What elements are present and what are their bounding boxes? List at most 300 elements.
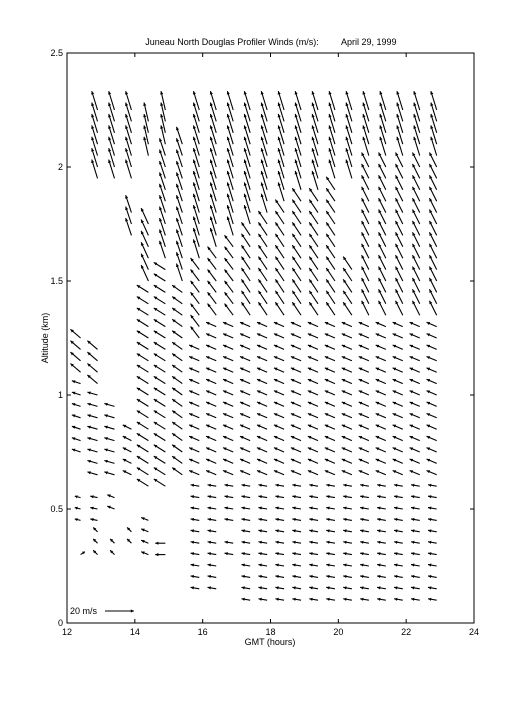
wind-vector (278, 91, 284, 110)
wind-vector (87, 448, 97, 452)
wind-vector (309, 541, 318, 544)
wind-vector (191, 552, 200, 555)
wind-vector (396, 91, 402, 110)
wind-vector (410, 436, 420, 441)
wind-vector (376, 459, 386, 464)
wind-vector (411, 506, 420, 509)
wind-vector (342, 368, 352, 373)
wind-vector (343, 598, 352, 601)
wind-vector (394, 552, 403, 555)
wind-vector (223, 322, 233, 327)
wind-vector (70, 364, 80, 373)
wind-vector (308, 447, 318, 452)
wind-vector (172, 342, 182, 349)
wind-vector (359, 368, 369, 373)
wind-vector (257, 425, 267, 430)
wind-vector (206, 425, 216, 430)
wind-vector (257, 459, 267, 464)
wind-vector (291, 390, 301, 395)
wind-vector (224, 292, 233, 304)
wind-vector (72, 403, 81, 406)
wind-vector (291, 459, 301, 464)
wind-vector (275, 529, 284, 532)
wind-vector (172, 285, 182, 292)
y-tick-label: 1.5 (50, 276, 63, 286)
wind-vector (393, 470, 403, 475)
wind-vector (428, 575, 437, 578)
wind-vector (411, 541, 420, 544)
wind-vector (343, 279, 352, 292)
wind-vector (312, 91, 318, 110)
wind-vector (394, 541, 403, 544)
wind-vector (189, 356, 199, 361)
wind-vector (258, 291, 267, 304)
wind-vector (428, 506, 437, 509)
wind-vector (240, 322, 250, 327)
wind-vector (376, 470, 386, 475)
wind-vector (172, 433, 182, 440)
wind-vector (326, 279, 335, 292)
wind-vector (308, 425, 318, 430)
wind-vector (274, 470, 284, 475)
wind-vector (292, 245, 301, 258)
wind-vector (208, 518, 217, 521)
wind-vector (137, 388, 149, 395)
wind-vector (172, 399, 182, 406)
wind-vector (191, 484, 200, 487)
wind-vector (224, 247, 233, 259)
wind-vector (377, 552, 386, 555)
wind-vector (160, 91, 165, 110)
wind-vector (241, 541, 250, 544)
wind-vector (241, 586, 250, 589)
wind-vector (189, 459, 199, 464)
wind-vector (224, 304, 233, 316)
wind-vector (427, 402, 437, 407)
wind-vector (292, 495, 301, 498)
wind-vector (208, 292, 217, 304)
wind-vector (394, 575, 403, 578)
wind-vector (155, 553, 165, 556)
wind-vector (172, 468, 182, 475)
wind-vector (410, 356, 420, 361)
wind-vector (241, 563, 250, 566)
wind-vector (342, 356, 352, 361)
wind-vector (206, 379, 216, 384)
wind-vector (343, 552, 352, 555)
wind-vector (343, 529, 352, 532)
wind-vector (292, 552, 301, 555)
wind-vector (87, 341, 97, 350)
wind-vector (410, 459, 420, 464)
wind-vector (428, 541, 437, 544)
wind-vector (258, 222, 267, 235)
wind-vector (258, 234, 267, 247)
wind-vector (70, 352, 80, 361)
wind-vector (241, 518, 250, 521)
wind-vector (274, 356, 284, 361)
wind-vector (208, 269, 217, 281)
wind-vector (309, 268, 318, 281)
wind-vector (104, 403, 114, 407)
wind-vector (208, 575, 217, 578)
wind-vector (257, 368, 267, 373)
wind-vector (291, 470, 301, 475)
wind-vector (427, 345, 437, 350)
wind-vector (291, 402, 301, 407)
wind-vector (393, 413, 403, 418)
wind-vector (411, 575, 420, 578)
wind-vector (258, 245, 267, 258)
wind-vector (172, 445, 182, 452)
wind-vector (241, 291, 250, 304)
wind-vector (359, 402, 369, 407)
wind-vector (362, 301, 369, 316)
wind-vector (75, 495, 81, 498)
wind-vector (326, 302, 335, 315)
wind-vector (275, 302, 284, 315)
wind-vector (191, 292, 200, 304)
wind-vector (275, 291, 284, 304)
wind-vector (137, 479, 149, 486)
reference-arrow-label: 20 m/s (70, 606, 98, 616)
wind-vector (275, 552, 284, 555)
wind-vector (137, 342, 149, 349)
wind-vector (275, 484, 284, 487)
wind-vector (326, 598, 335, 601)
wind-vector (326, 495, 335, 498)
wind-vector (309, 302, 318, 315)
wind-vector (360, 586, 369, 589)
wind-vector (359, 356, 369, 361)
wind-vector (411, 484, 420, 487)
wind-vector (291, 333, 301, 338)
wind-vector (275, 563, 284, 566)
wind-vector (172, 411, 182, 418)
wind-vector (376, 436, 386, 441)
wind-vector (309, 200, 318, 213)
wind-vector (359, 425, 369, 430)
wind-vector (309, 598, 318, 601)
wind-vector (343, 541, 352, 544)
wind-vector (141, 529, 148, 532)
wind-vector (291, 436, 301, 441)
wind-vector (410, 333, 420, 338)
wind-vector (342, 470, 352, 475)
wind-vector (292, 302, 301, 315)
x-tick-label: 22 (401, 627, 412, 637)
wind-vector (275, 279, 284, 292)
wind-vector (189, 402, 199, 407)
wind-vector (411, 586, 420, 589)
wind-vector (326, 188, 335, 201)
wind-vector (292, 518, 301, 521)
wind-vector (240, 470, 250, 475)
wind-vector (154, 376, 166, 383)
reference-arrow (105, 609, 134, 612)
wind-vector (87, 414, 97, 418)
wind-vector (172, 456, 182, 463)
x-tick-label: 18 (265, 627, 276, 637)
wind-vector (172, 331, 182, 338)
wind-vector (206, 356, 216, 361)
wind-vector (137, 456, 149, 463)
wind-vector (257, 333, 267, 338)
wind-vector (154, 399, 166, 406)
wind-vector (274, 379, 284, 384)
wind-vector (326, 529, 335, 532)
wind-vector (308, 470, 318, 475)
wind-vector (376, 345, 386, 350)
wind-vector (359, 390, 369, 395)
wind-vector (274, 402, 284, 407)
wind-vector (137, 399, 149, 406)
wind-vector (104, 460, 114, 464)
wind-vector (227, 91, 233, 110)
wind-vector (208, 495, 217, 498)
wind-vector (428, 518, 437, 521)
wind-vector (342, 379, 352, 384)
wind-vector (240, 425, 250, 430)
wind-vector (325, 436, 335, 441)
wind-vector (359, 345, 369, 350)
wind-vector (90, 495, 97, 498)
wind-vector (125, 91, 131, 110)
wind-vector (208, 541, 217, 544)
wind-vector (191, 518, 200, 521)
wind-vector (104, 414, 114, 418)
wind-vector (240, 402, 250, 407)
wind-vector (137, 297, 149, 304)
wind-vector (189, 470, 199, 475)
wind-vector (154, 388, 166, 395)
wind-vector (393, 390, 403, 395)
wind-vector (223, 436, 233, 441)
wind-vector (274, 436, 284, 441)
wind-vector (257, 356, 267, 361)
wind-vector (376, 322, 386, 327)
wind-vector (377, 529, 386, 532)
wind-vector (240, 368, 250, 373)
wind-vector (123, 470, 132, 474)
wind-vector (377, 586, 386, 589)
wind-vector (87, 460, 97, 464)
wind-vector (154, 308, 166, 315)
wind-vector (240, 345, 250, 350)
wind-vector (191, 304, 200, 316)
wind-vector (70, 329, 80, 338)
wind-vector (393, 322, 403, 327)
wind-vector (275, 598, 284, 601)
wind-vector (326, 541, 335, 544)
wind-vector (410, 345, 420, 350)
wind-vector (127, 539, 131, 543)
wind-vector (275, 495, 284, 498)
wind-vector (359, 379, 369, 384)
wind-vector (241, 302, 250, 315)
wind-vector (208, 529, 217, 532)
wind-vector (206, 402, 216, 407)
wind-vector (325, 368, 335, 373)
wind-vector (172, 354, 182, 361)
wind-vector (241, 575, 250, 578)
wind-vector (428, 598, 437, 601)
wind-vector (394, 484, 403, 487)
wind-vector (125, 195, 131, 212)
wind-vector (359, 436, 369, 441)
wind-vector (360, 598, 369, 601)
wind-vector (346, 91, 352, 110)
wind-vector (137, 376, 149, 383)
wind-vector (394, 506, 403, 509)
wind-vector (240, 390, 250, 395)
wind-vector (154, 411, 166, 418)
wind-vector (258, 279, 267, 292)
wind-vector (309, 552, 318, 555)
wind-vector (410, 379, 420, 384)
wind-vector (191, 529, 200, 532)
wind-vector (208, 247, 217, 259)
wind-vector (223, 368, 233, 373)
wind-vector (137, 285, 149, 292)
wind-vector (223, 459, 233, 464)
wind-vector (172, 308, 182, 315)
wind-vector (308, 345, 318, 350)
wind-vector (394, 529, 403, 532)
wind-vector (292, 575, 301, 578)
wind-vector (326, 518, 335, 521)
wind-vector (154, 456, 166, 463)
wind-vector (292, 268, 301, 281)
wind-vector (257, 345, 267, 350)
wind-vector (274, 345, 284, 350)
wind-vector (377, 518, 386, 521)
wind-vector (309, 211, 318, 224)
wind-vector (309, 518, 318, 521)
wind-vector (241, 245, 250, 258)
wind-vector (81, 552, 85, 555)
wind-vector (377, 506, 386, 509)
wind-vector (343, 484, 352, 487)
wind-vector (325, 425, 335, 430)
wind-vector (393, 356, 403, 361)
wind-vector (72, 414, 81, 417)
wind-vector (274, 425, 284, 430)
wind-vector (208, 258, 217, 270)
wind-vector (191, 326, 200, 338)
wind-vector (326, 506, 335, 509)
wind-vector (428, 529, 437, 532)
wind-vector (326, 291, 335, 304)
wind-vector (189, 345, 199, 350)
wind-vector (308, 402, 318, 407)
wind-vector (258, 518, 267, 521)
wind-vector (172, 376, 182, 383)
wind-vector (291, 379, 301, 384)
wind-vector (428, 484, 437, 487)
wind-vector (154, 422, 166, 429)
wind-vector (154, 468, 166, 475)
wind-vector (224, 541, 233, 544)
wind-vector (326, 234, 335, 247)
wind-vector (224, 281, 233, 293)
wind-vector (104, 437, 114, 441)
wind-vector (137, 319, 149, 326)
wind-vector (343, 268, 352, 281)
wind-vector (377, 563, 386, 566)
wind-vector (137, 422, 149, 429)
wind-vector (430, 91, 436, 110)
wind-vector (291, 425, 301, 430)
wind-vector (428, 563, 437, 566)
wind-vector (191, 258, 200, 270)
wind-vector (191, 495, 200, 498)
wind-vector (325, 345, 335, 350)
wind-vector (291, 413, 301, 418)
wind-vector (376, 379, 386, 384)
wind-vector (137, 308, 149, 315)
wind-vector (325, 322, 335, 327)
wind-vector (155, 542, 165, 545)
wind-vector (172, 365, 182, 372)
wind-vector (325, 459, 335, 464)
wind-vector (87, 437, 97, 441)
wind-vector (93, 550, 97, 554)
x-tick-label: 14 (129, 627, 140, 637)
wind-vector (127, 527, 131, 531)
x-axis (62, 53, 479, 637)
wind-vector (72, 426, 81, 429)
wind-vector (309, 245, 318, 258)
wind-vector (154, 274, 166, 281)
wind-vector (326, 268, 335, 281)
wind-vector (257, 379, 267, 384)
wind-vector (123, 459, 132, 463)
wind-vector (377, 484, 386, 487)
wind-vector (104, 448, 114, 452)
wind-vector (394, 495, 403, 498)
wind-vector (275, 257, 284, 270)
wind-vector (326, 552, 335, 555)
wind-vector (172, 422, 182, 429)
wind-vector (176, 127, 182, 144)
wind-vector (258, 598, 267, 601)
wind-vector (224, 258, 233, 270)
wind-vector (223, 390, 233, 395)
wind-vector (206, 436, 216, 441)
wind-vector (360, 552, 369, 555)
wind-vector (343, 586, 352, 589)
wind-vector (308, 390, 318, 395)
wind-vector (325, 447, 335, 452)
wind-vector (257, 436, 267, 441)
wind-vector (241, 495, 250, 498)
wind-vector (427, 459, 437, 464)
wind-vector (241, 598, 250, 601)
wind-vector (87, 352, 97, 361)
wind-vector (224, 269, 233, 281)
wind-vector (241, 257, 250, 270)
wind-vector (359, 322, 369, 327)
wind-vector (208, 506, 217, 509)
wind-vector (343, 518, 352, 521)
wind-vector (427, 333, 437, 338)
wind-vector (394, 586, 403, 589)
y-tick-label: 1 (57, 390, 63, 400)
wind-vector (275, 575, 284, 578)
wind-vector (410, 413, 420, 418)
wind-vector (292, 541, 301, 544)
